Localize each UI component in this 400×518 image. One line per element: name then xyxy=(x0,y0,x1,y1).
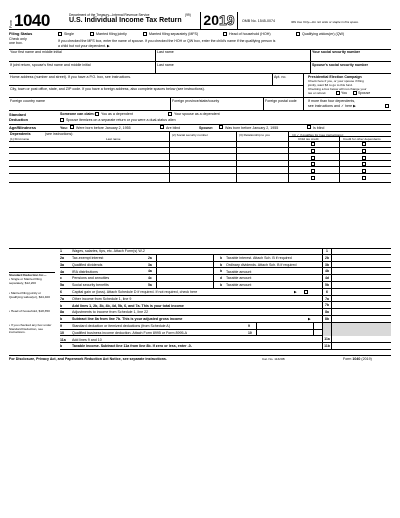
total-amount-input[interactable] xyxy=(331,302,391,309)
other-credit-checkbox[interactable] xyxy=(362,156,366,160)
dep-col-ssn: (2) Social security number xyxy=(172,132,208,137)
income-line-row xyxy=(60,289,391,296)
line-text: Add lines 1, 2b, 3b, 4b, 4d, 5b, 6, and 7a. This is your total income xyxy=(72,303,184,308)
amount-input[interactable] xyxy=(156,268,214,275)
checkbox-married-separately[interactable] xyxy=(143,32,147,36)
more-dependents-checkbox[interactable] xyxy=(385,104,389,108)
dependent-row[interactable] xyxy=(9,154,391,161)
city-label: City, town or post office, state, and ZIP code. If you have a foreign address, also complete spaces below (see instructions). xyxy=(10,86,205,91)
spouse-ssn-input[interactable] xyxy=(311,66,391,73)
campaign-title: Presidential Election Campaign xyxy=(308,74,362,79)
std-deduction-heading-1: Standard xyxy=(9,112,26,117)
income-line-row xyxy=(60,296,391,303)
first-name-input[interactable] xyxy=(10,54,155,61)
other-credit-checkbox[interactable] xyxy=(362,149,366,153)
dep-col-child-credit: Child tax credit xyxy=(298,137,319,141)
line-text: Social security benefits xyxy=(72,283,109,288)
divider xyxy=(303,73,304,110)
child-credit-checkbox[interactable] xyxy=(311,156,315,160)
status-qw-label: Qualifying widow(er) (QW) xyxy=(302,32,345,36)
amount-input[interactable] xyxy=(156,282,214,289)
amount-input[interactable] xyxy=(156,262,214,269)
last-name-input[interactable] xyxy=(156,54,310,61)
foreign-postal-label: Foreign postal code xyxy=(265,98,297,103)
form-header xyxy=(9,12,391,30)
irs-use-note: IRS Use Only—Do not write or staple in this space. xyxy=(291,19,359,24)
sub-line-text: Taxable amount xyxy=(226,269,252,274)
foreign-country-label: Foreign country name xyxy=(10,98,45,103)
line-number: 6 xyxy=(60,289,62,294)
line-number: 4a xyxy=(60,269,64,274)
foreign-province-label: Foreign province/state/county xyxy=(172,98,220,103)
right-line-number: 8b xyxy=(322,316,331,323)
spouse-itemizes-checkbox[interactable] xyxy=(60,118,64,122)
dep-col-relationship: (3) Relationship to you xyxy=(239,132,270,137)
amount-input[interactable] xyxy=(256,330,314,337)
spouse-first-name-input[interactable] xyxy=(10,66,155,73)
age-you-label: You: xyxy=(60,125,68,130)
claim-you-dependent-label: You as a dependent xyxy=(101,112,133,116)
status-single-label: Single xyxy=(64,32,74,36)
line-number: 7a xyxy=(60,296,64,301)
mid-line-number: 9 xyxy=(248,323,250,328)
sub-line-text: Taxable amount xyxy=(226,276,252,281)
line-text: Other income from Schedule 1, line 9 xyxy=(72,296,132,301)
someone-can-claim-label: Someone can claim: xyxy=(60,112,95,116)
total-amount-input[interactable] xyxy=(331,268,391,275)
tax-year xyxy=(200,12,238,29)
right-line-number: 7a xyxy=(322,296,331,303)
line-text: Add lines 9 and 10 xyxy=(72,337,102,342)
income-line-row xyxy=(60,275,391,282)
spouse-last-name-input[interactable] xyxy=(156,66,310,73)
dependent-row[interactable] xyxy=(9,148,391,155)
department-label: Department of the Treasury—Internal Revenue Service xyxy=(69,12,150,17)
income-line-row xyxy=(60,343,391,350)
right-line-number: 11a xyxy=(322,336,331,343)
capital-gain-checkbox[interactable] xyxy=(304,290,308,294)
line-number: 9 xyxy=(60,323,62,328)
income-line-row xyxy=(60,268,391,275)
right-line-number: 2b xyxy=(322,255,331,262)
dependent-row[interactable] xyxy=(9,167,391,174)
born-before-you-checkbox[interactable] xyxy=(70,125,74,129)
age-blindness-heading: Age/Blindness xyxy=(9,124,37,130)
divider xyxy=(9,110,391,111)
campaign-text-1: Check here if you, or your spouse if filing xyxy=(308,79,364,83)
blind-spouse-label: Is blind xyxy=(313,125,325,130)
income-line-row xyxy=(60,255,391,262)
sub-line-letter: d xyxy=(220,276,223,281)
foreign-province-input[interactable] xyxy=(171,102,263,110)
ssn-label: Your social security number xyxy=(312,50,361,54)
campaign-spouse-label: Spouse xyxy=(358,91,371,95)
claim-spouse-dependent-checkbox[interactable] xyxy=(168,112,172,116)
checkbox-qualifying-widow[interactable] xyxy=(296,32,300,36)
line-number: 11a xyxy=(60,337,66,342)
divider xyxy=(303,97,391,98)
born-before-spouse-checkbox[interactable] xyxy=(219,125,223,129)
dependents-see-instructions: (see instructions): xyxy=(45,132,74,136)
sub-line-text: Taxable amount xyxy=(226,283,252,288)
income-line-row xyxy=(60,248,391,255)
age-spouse-label: Spouse: xyxy=(199,125,214,130)
dep-col-last-name: Last name xyxy=(106,137,121,141)
income-line-row xyxy=(60,316,391,323)
total-amount-input[interactable] xyxy=(331,275,391,282)
total-amount-input[interactable] xyxy=(331,255,391,262)
total-amount-input[interactable] xyxy=(331,296,391,303)
checkbox-single[interactable] xyxy=(58,32,62,36)
std-deduction-heading-2: Deduction xyxy=(9,116,29,122)
line-text: Qualified business income deduction. Attach Form 8995 or Form 8995-A xyxy=(72,330,188,335)
divider xyxy=(9,97,303,98)
check-only-note: Check only one box. xyxy=(9,37,27,46)
total-amount-input[interactable] xyxy=(331,262,391,269)
line-number: 3a xyxy=(60,262,64,267)
line-text: IRA distributions xyxy=(72,269,98,274)
filing-status-note-1: If you checked the MFS box, enter the name of spouse. If you checked the HOH or QW box, enter the child's name if the qualifying person is xyxy=(58,38,276,43)
mid-line-number: 2a xyxy=(148,255,152,260)
child-credit-checkbox[interactable] xyxy=(311,149,315,153)
total-amount-input[interactable] xyxy=(331,309,391,316)
sub-line-text: Ordinary dividends. Attach Sch. B if required xyxy=(226,262,297,267)
sub-line-letter: b xyxy=(220,269,223,274)
apt-input[interactable] xyxy=(273,78,303,85)
sub-line-letter: b xyxy=(220,255,223,260)
right-line-number: 4b xyxy=(322,268,331,275)
footer-form-word: Form xyxy=(343,356,352,361)
dependents-note-2: see instructions and ✓ here ▶ xyxy=(308,104,356,108)
total-amount-input[interactable] xyxy=(331,336,391,343)
born-before-you-label: Were born before January 2, 1955 xyxy=(76,125,131,130)
income-line-row xyxy=(60,309,391,316)
child-credit-checkbox[interactable] xyxy=(311,142,315,146)
dependent-row[interactable] xyxy=(9,174,391,183)
right-line-number: 5b xyxy=(322,282,331,289)
sidebar-title: Standard Deduction for— xyxy=(9,273,47,277)
campaign-text-3: Checking a box below will not change your xyxy=(308,87,367,91)
sidebar-item: • If you checked any box under Standard Deduction, see instructions. xyxy=(9,323,52,335)
spouse-first-name-label: If joint return, spouse's first name and middle initial xyxy=(10,62,91,67)
line-number: 10 xyxy=(60,330,64,335)
income-line-row xyxy=(60,262,391,269)
arrow-icon: ▶ xyxy=(294,289,297,294)
sub-line-letter: b xyxy=(220,262,223,267)
child-credit-checkbox[interactable] xyxy=(311,162,315,166)
form-code: (99) xyxy=(185,12,191,17)
income-line-row xyxy=(60,330,391,337)
sidebar-item: • Married filing jointly or Qualifying widow(er), $24,400 xyxy=(9,291,50,299)
footer-cat-number: Cat. No. 11320B xyxy=(262,357,285,361)
status-mfs-label: Married filing separately (MFS) xyxy=(149,32,199,36)
shaded-cell xyxy=(322,330,331,337)
amount-input[interactable] xyxy=(156,275,214,282)
right-line-number: 7b xyxy=(322,302,331,309)
status-hoh-label: Head of household (HOH) xyxy=(229,32,271,36)
right-line-number: 8a xyxy=(322,309,331,316)
address-input[interactable] xyxy=(10,78,272,85)
line-number: 2a xyxy=(60,255,64,260)
ssn-input[interactable] xyxy=(311,54,391,61)
other-credit-checkbox[interactable] xyxy=(362,162,366,166)
blind-you-label: Are blind xyxy=(166,125,181,130)
total-amount-input[interactable] xyxy=(331,316,391,323)
spouse-itemizes-label: Spouse itemizes on a separate return or you were a dual-status alien xyxy=(66,118,176,122)
checkbox-head-of-household[interactable] xyxy=(223,32,227,36)
other-credit-checkbox[interactable] xyxy=(362,176,366,180)
total-amount-input[interactable] xyxy=(331,248,391,255)
dep-col-other-credit: Credit for other dependents xyxy=(343,137,381,141)
last-name-label: Last name xyxy=(157,50,174,54)
other-credit-checkbox[interactable] xyxy=(362,142,366,146)
dependents-note-1: If more than four dependents, xyxy=(308,99,356,103)
total-amount-input[interactable] xyxy=(331,289,391,296)
sidebar-item: • Single or Married filing separately, $12,200 xyxy=(9,277,42,285)
line-text: Wages, salaries, tips, etc. Attach Form(s) W-2 xyxy=(72,249,145,254)
line-number: b xyxy=(60,344,63,349)
line-number: 5a xyxy=(60,283,64,288)
right-line-number: 6 xyxy=(322,289,331,296)
line-text: Taxable income. Subtract line 11a from line 8b. If zero or less, enter -0- xyxy=(72,344,192,349)
total-amount-input[interactable] xyxy=(331,282,391,289)
footer-notice: For Disclosure, Privacy Act, and Paperwork Reduction Act Notice, see separate instructions. xyxy=(9,356,167,361)
footer-form-label xyxy=(343,357,372,361)
claim-spouse-dependent-label: Your spouse as a dependent xyxy=(174,112,220,116)
shaded-cell xyxy=(331,323,391,330)
child-credit-checkbox[interactable] xyxy=(311,176,315,180)
right-line-number: 4d xyxy=(322,275,331,282)
spouse-last-name-label: Last name xyxy=(157,62,174,67)
line-number: 8a xyxy=(60,310,64,315)
line-text: Subtract line 8a from line 7b. This is your adjusted gross income xyxy=(72,317,183,322)
checkbox-married-jointly[interactable] xyxy=(90,32,94,36)
std-deduction-sidebar xyxy=(9,272,57,350)
amount-input[interactable] xyxy=(256,323,314,330)
line-number: 1 xyxy=(60,249,62,254)
foreign-country-input[interactable] xyxy=(10,102,170,110)
dependents-heading: Dependents xyxy=(10,132,31,136)
shaded-cell xyxy=(322,323,331,330)
dep-col-qualifies: (4) ✓ if qualifies for (see instructions): xyxy=(292,132,344,137)
line-text: Standard deduction or itemized deductions (from Schedule A) xyxy=(72,323,170,328)
child-credit-checkbox[interactable] xyxy=(311,169,315,173)
footer-form-number: 1040 xyxy=(352,356,361,361)
income-line-row xyxy=(60,282,391,289)
mid-line-number: 10 xyxy=(248,330,252,335)
year-prefix: 20 xyxy=(203,12,219,28)
blind-spouse-checkbox[interactable] xyxy=(307,125,311,129)
campaign-text-4: tax or refund. xyxy=(308,91,327,95)
status-mfj-label: Married filing jointly xyxy=(96,32,127,36)
income-line-row xyxy=(60,323,391,330)
born-before-spouse-label: Was born before January 2, 1955 xyxy=(225,125,279,130)
mid-line-number: 3a xyxy=(148,262,152,267)
first-name-label: Your first name and middle initial xyxy=(10,50,62,54)
mid-line-number: 5a xyxy=(148,283,152,288)
sub-line-text: Taxable interest. Attach Sch. B if required xyxy=(226,255,292,260)
line-text: Capital gain or (loss). Attach Schedule D if required. If not required, check here xyxy=(72,289,198,294)
right-line-number: 3b xyxy=(322,262,331,269)
filing-status-note-2: a child but not your dependent. ▶ xyxy=(58,43,110,48)
line-number: b xyxy=(60,303,63,308)
dep-col-first-name: (1) First name xyxy=(10,137,30,141)
campaign-spouse-checkbox[interactable] xyxy=(353,91,357,95)
apt-label: Apt. no. xyxy=(274,74,287,79)
arrow-icon: ▶ xyxy=(308,317,311,322)
right-line-number: 1 xyxy=(322,248,331,255)
footer-form-year: (2019) xyxy=(361,356,372,361)
dependent-row[interactable] xyxy=(9,161,391,168)
spouse-ssn-label: Spouse's social security number xyxy=(312,62,368,67)
mid-line-number: 4c xyxy=(148,276,152,281)
form-title: U.S. Individual Income Tax Return xyxy=(69,17,182,24)
total-amount-input[interactable] xyxy=(331,343,391,350)
shaded-cell xyxy=(331,330,391,337)
city-input[interactable] xyxy=(10,90,303,97)
line-text: Tax-exempt interest xyxy=(72,255,104,260)
form-label: Form xyxy=(9,19,13,28)
campaign-you-label: You xyxy=(341,91,348,95)
amount-input[interactable] xyxy=(156,255,214,262)
form-number: 1040 xyxy=(14,11,50,30)
campaign-text-2: jointly, want $3 to go to this fund. xyxy=(308,83,353,87)
sidebar-item: • Head of household, $18,350 xyxy=(9,309,50,313)
other-credit-checkbox[interactable] xyxy=(362,169,366,173)
line-number: c xyxy=(60,276,62,281)
blind-you-checkbox[interactable] xyxy=(160,125,164,129)
line-text: Pensions and annuities xyxy=(72,276,110,281)
income-line-row xyxy=(60,336,391,343)
line-text: Adjustments to income from Schedule 1, line 22 xyxy=(72,310,149,315)
address-label: Home address (number and street). If you have a P.O. box, see instructions. xyxy=(10,74,131,79)
dependent-row[interactable] xyxy=(9,141,391,148)
foreign-postal-input[interactable] xyxy=(264,102,303,110)
mid-line-number: 4a xyxy=(148,269,152,274)
campaign-you-checkbox[interactable] xyxy=(336,91,340,95)
right-line-number: 11b xyxy=(322,343,331,350)
year-suffix: 19 xyxy=(219,12,235,28)
income-line-row xyxy=(60,302,391,309)
omb-number: OMB No. 1545-0074 xyxy=(242,19,275,23)
claim-you-dependent-checkbox[interactable] xyxy=(95,112,99,116)
sub-line-letter: b xyxy=(220,283,223,288)
line-number: b xyxy=(60,317,63,322)
line-text: Qualified dividends xyxy=(72,262,103,267)
filing-status-heading: Filing Status xyxy=(9,31,33,36)
